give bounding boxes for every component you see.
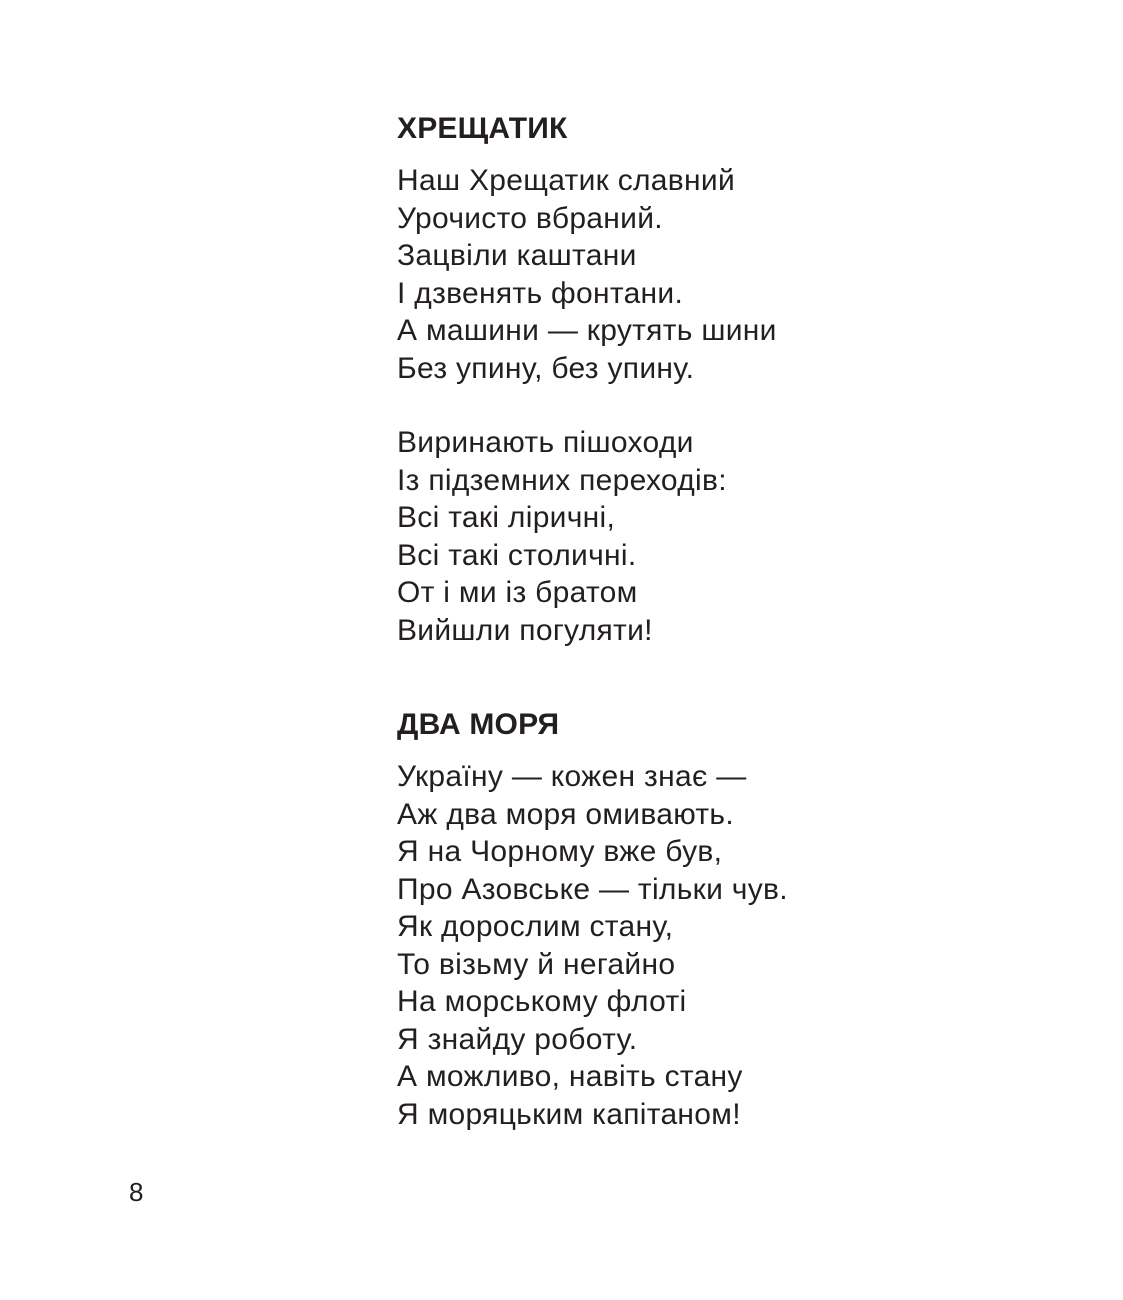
poem-line: Всі такі столичні. bbox=[397, 538, 637, 572]
poem-line: Як дорослим стану, bbox=[397, 910, 674, 943]
poem-line: Виринають пішоходи bbox=[397, 426, 694, 459]
poem-line: Без упину, без упину. bbox=[397, 351, 695, 385]
poem-line: Аж два моря омивають. bbox=[397, 797, 734, 831]
poem-line: Я моряцьким капітаном! bbox=[397, 1097, 741, 1131]
text-column bbox=[397, 110, 1037, 1133]
poem-line: Всі такі ліричні, bbox=[397, 501, 616, 534]
poem-dva-morya bbox=[397, 706, 1037, 1133]
stanza bbox=[397, 424, 1037, 649]
poem-title: ХРЕЩАТИК bbox=[397, 112, 568, 145]
poem-line: А можливо, навіть стану bbox=[397, 1060, 743, 1093]
stanza bbox=[397, 758, 1037, 1133]
poem-line: Урочисто вбраний. bbox=[397, 201, 663, 235]
poem-line: То візьму й негайно bbox=[397, 947, 676, 981]
poem-line: А машини — крутять шини bbox=[397, 314, 777, 347]
poem-line: Я на Чорному вже був, bbox=[397, 835, 723, 868]
poem-line: Вийшли погуляти! bbox=[397, 613, 653, 647]
poem-line: Україну — кожен знає — bbox=[397, 760, 747, 793]
stanza bbox=[397, 162, 1037, 387]
poem-line: На морському флоті bbox=[397, 985, 687, 1018]
poem-line: Із підземних переходів: bbox=[397, 463, 727, 497]
poem-line: От і ми із братом bbox=[397, 576, 638, 609]
poem-khreshchatyk bbox=[397, 110, 1037, 649]
poem-line: Я знайду роботу. bbox=[397, 1022, 638, 1056]
poem-line: Про Азовське — тільки чув. bbox=[397, 872, 788, 906]
poem-line: Зацвіли каштани bbox=[397, 239, 637, 272]
poem-line: Наш Хрещатик славний bbox=[397, 164, 736, 197]
poem-title: ДВА МОРЯ bbox=[397, 708, 560, 741]
poem-line: І дзвенять фонтани. bbox=[397, 276, 684, 310]
page-number: 8 bbox=[129, 1177, 144, 1207]
